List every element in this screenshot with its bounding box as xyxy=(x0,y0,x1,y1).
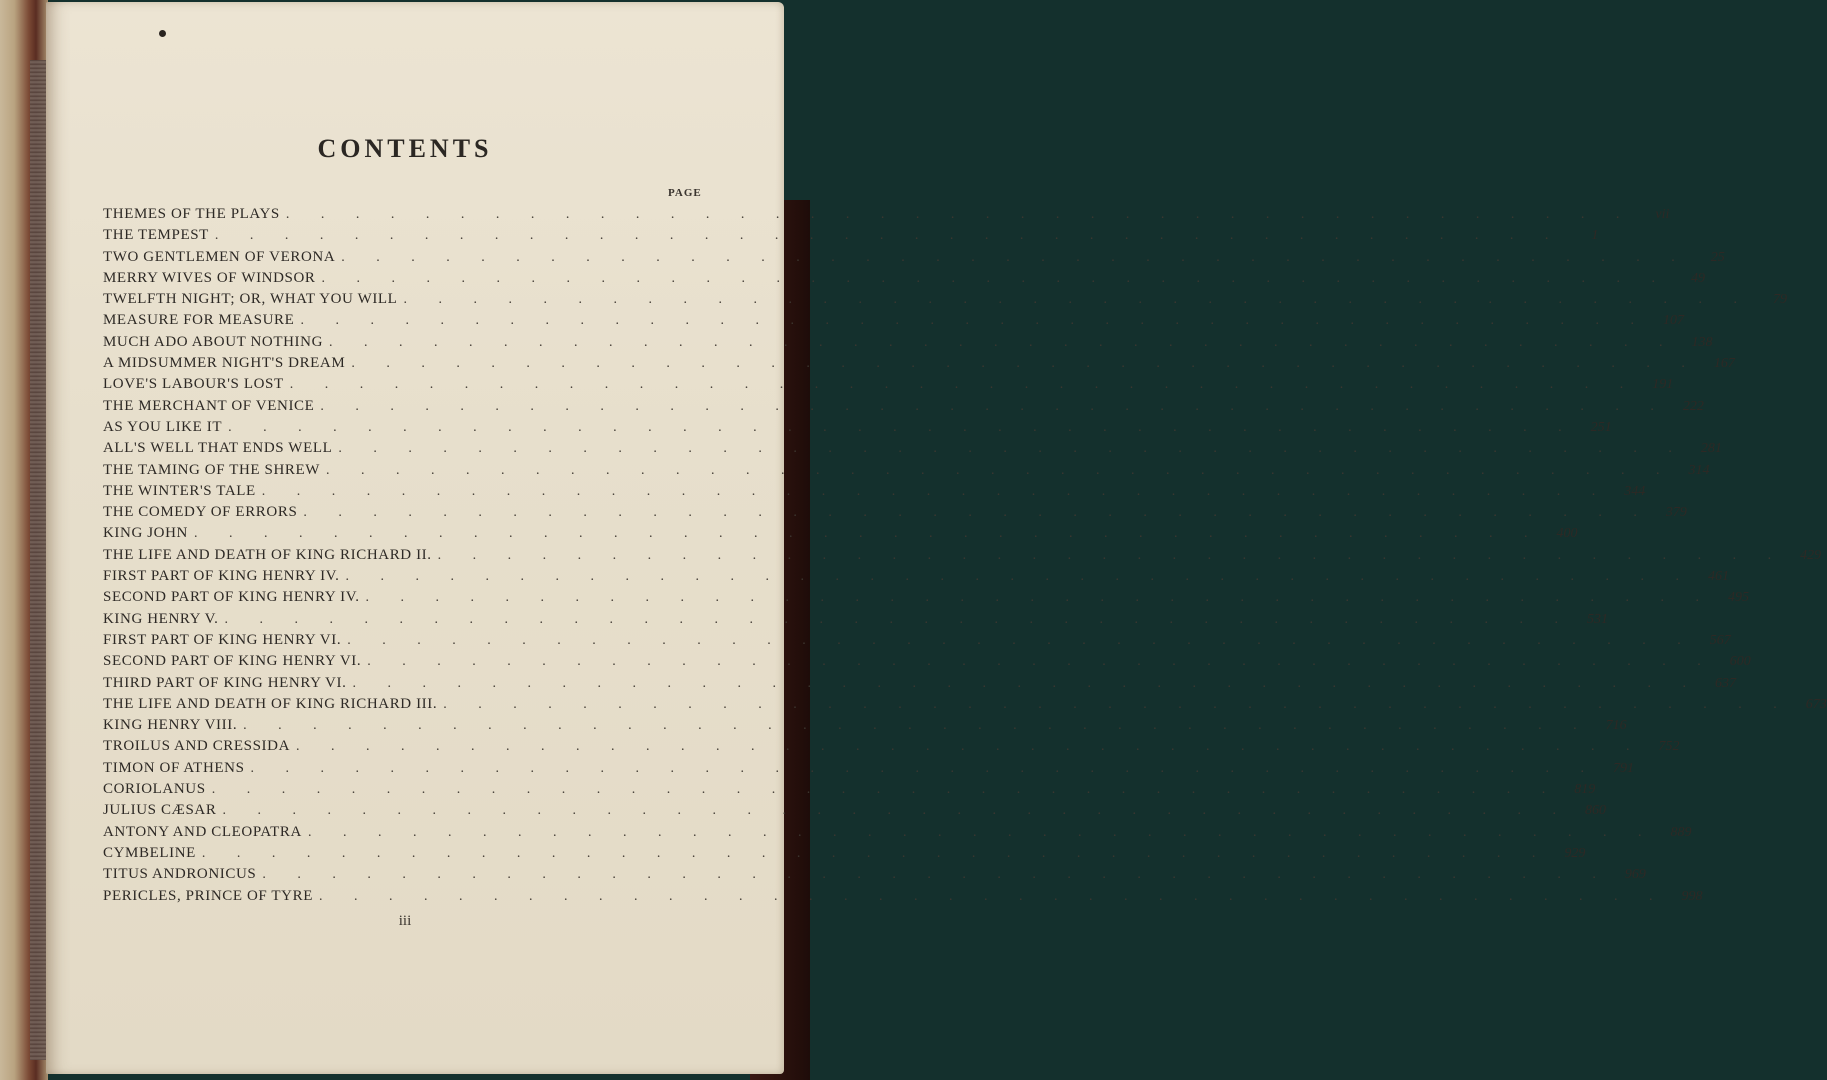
toc-entry-page: 461 xyxy=(1708,569,1730,585)
toc-entry-title: FIRST PART OF KING HENRY VI. xyxy=(103,631,342,648)
toc-entry-page: 752 xyxy=(1658,739,1680,755)
toc-entry-title: A MIDSUMMER NIGHT'S DREAM xyxy=(103,355,346,372)
toc-entry xyxy=(103,418,1612,440)
dot-leader: . . . . . . . . . . . . . . . . . . . . . . . . . . . . . . . . . . . . . . . xyxy=(193,526,1542,542)
toc-entry-page: 281 xyxy=(1700,441,1722,457)
page-title: CONTENTS xyxy=(317,134,493,163)
toc-entry xyxy=(103,504,1687,525)
toc-entry-page: 400 xyxy=(1556,526,1578,542)
toc-entry-page: 1 xyxy=(1591,228,1599,244)
dot-leader: . . . . . . . . . . . . . . . . . . . . . . . . . . . . . . . . . . . . . . . xyxy=(341,249,1689,265)
toc-entry-page: vii xyxy=(1655,207,1670,222)
toc-entry-page: 138 xyxy=(1691,334,1713,350)
toc-entry-page: 25 xyxy=(1710,249,1725,265)
toc-entry-page: 567 xyxy=(1709,632,1731,648)
dot-leader: . . . . . . . . . . . . . . . . . . . . . . . . . . . . . . . . . . . . . . . xyxy=(367,654,1715,670)
toc-entry-title: TWO GENTLEMEN OF VERONA xyxy=(103,248,336,265)
toc-entry-page: 819 xyxy=(1574,782,1596,798)
toc-entry-title: JULIUS CÆSAR xyxy=(103,802,217,819)
toc-entry-title: AS YOU LIKE IT xyxy=(103,418,223,435)
dot-leader: . . . . . . . . . . . . . . . . . . . . . . . . . . . . . . . . . . . . . . . xyxy=(321,270,1670,286)
toc-entry xyxy=(103,589,1750,610)
toc-entry-page: 637 xyxy=(1714,675,1736,691)
dot-leader: . . . . . . . . . . . . . . . . . . . . . . . . . . . . . . . . . . . . . . . xyxy=(289,377,1638,393)
toc-entry-page: 673 xyxy=(1805,696,1827,712)
toc-entry xyxy=(103,269,1706,291)
toc-entry-page: 344 xyxy=(1624,483,1646,499)
dot-leader: . . . . . . . . . . . . . . . . . . . . . . . . . . . . . . . . . . . . . . . xyxy=(345,569,1694,585)
toc-entry xyxy=(103,695,1827,717)
dot-leader: . . . . . . . . . . . . . . . . . . . . . . . . . . . . . . . . . . . . . . . xyxy=(262,867,1610,883)
dot-leader: . . . . . . . . . . . . . . . . . . . . . . . . . . . . . . . . . . . . . . . xyxy=(352,675,1700,691)
toc-entry xyxy=(103,653,1751,674)
toc-entry xyxy=(103,525,1578,546)
toc-entry xyxy=(103,227,1599,248)
toc-entry-title: KING JOHN xyxy=(103,525,188,542)
dot-leader: . . . . . . . . . . . . . . . . . . . . . . . . . . . . . . . . . . . . . . . xyxy=(307,824,1656,840)
toc-entry-title: ANTONY AND CLEOPATRA xyxy=(103,823,302,840)
toc-entry-page: 314 xyxy=(1688,462,1710,478)
toc-entry-page: 191 xyxy=(1652,377,1674,393)
dot-leader: . . . . . . . . . . . . . . . . . . . . . . . . . . . . . . . . . . . . . . . xyxy=(320,398,1668,414)
dot-leader: . . . . . . . . . . . . . . . . . . . . . . . . . . . . . . . . . . . . . . . xyxy=(224,611,1572,627)
dot-leader: . . . . . . . . . . . . . . . . . . . . . . . . . . . . . . . . . . . . . . . xyxy=(443,696,1791,712)
toc-entry-title: KING HENRY V. xyxy=(103,610,219,627)
toc-entry-title: TIMON OF ATHENS xyxy=(103,759,245,776)
toc-entry-title: CYMBELINE xyxy=(103,844,196,861)
toc-entry xyxy=(103,376,1674,397)
page-column-label: PAGE xyxy=(668,187,702,199)
toc-entry-page: 929 xyxy=(1564,845,1586,861)
toc-entry-title: THE MERCHANT OF VENICE xyxy=(103,397,315,414)
toc-entry-page: 791 xyxy=(1613,760,1635,776)
toc-entry-title: THE LIFE AND DEATH OF KING RICHARD II. xyxy=(103,546,432,563)
toc-entry-title: MERRY WIVES OF WINDSOR xyxy=(103,269,316,286)
toc-entry xyxy=(103,717,1627,738)
toc-entry-title: KING HENRY VIII. xyxy=(103,717,238,734)
toc-entry-title: MUCH ADO ABOUT NOTHING xyxy=(103,333,324,350)
dot-leader: . . . . . . . . . . . . . . . . . . . . . . . . . . . . . . . . . . . . . . . xyxy=(285,207,1634,222)
toc-entry-page: 998 xyxy=(1681,888,1703,904)
toc-entry xyxy=(103,674,1736,696)
toc-entry xyxy=(103,312,1684,333)
toc-entry-page: 889 xyxy=(1670,824,1692,840)
toc-entry-title: THE WINTER'S TALE xyxy=(103,482,256,499)
toc-entry-title: THE TEMPEST xyxy=(103,227,209,244)
dot-leader: . . . . . . . . . . . . . . . . . . . . . . . . . . . . . . . . . . . . . . . xyxy=(211,782,1560,798)
toc-entry-page: 222 xyxy=(1682,398,1704,414)
toc-entry xyxy=(103,781,1596,802)
toc-entry xyxy=(103,631,1731,653)
dot-leader: . . . . . . . . . . . . . . . . . . . . . . . . . . . . . . . . . . . . . . . xyxy=(403,292,1751,308)
toc-entry xyxy=(103,759,1635,781)
toc-entry-page: 167 xyxy=(1713,356,1735,372)
toc-entry-title: MEASURE FOR MEASURE xyxy=(103,312,295,329)
dot-leader: . . . . . . . . . . . . . . . . . . . . . . . . . . . . . . . . . . . . . . . xyxy=(250,760,1599,776)
toc-entry xyxy=(103,461,1710,483)
toc-entry-title: THE COMEDY OF ERRORS xyxy=(103,504,298,521)
dot-leader: . . . . . . . . . . . . . . . . . . . . . . . . . . . . . . . . . . . . . . . xyxy=(303,505,1651,521)
toc-entry-page: 531 xyxy=(1586,611,1608,627)
toc-entry-title: THE TAMING OF THE SHREW xyxy=(103,461,321,478)
toc-entry-page: 600 xyxy=(1729,654,1751,670)
toc-entry-title: CORIOLANUS xyxy=(103,781,206,798)
toc-entry-page: 429 xyxy=(1800,547,1822,563)
toc-entry xyxy=(103,355,1735,376)
toc-entry-title: THEMES OF THE PLAYS xyxy=(103,206,280,222)
dot-leader: . . . . . . . . . . . . . . . . . . . . . . . . . . . . . . . . . . . . . . . xyxy=(214,228,1563,244)
dot-leader: . . . . . . . . . . . . . . . . . . . . . . . . . . . . . . . . . . . . . . . xyxy=(347,632,1695,648)
toc-entry xyxy=(103,887,1703,909)
toc-entry-title: SECOND PART OF KING HENRY VI. xyxy=(103,653,362,670)
dot-leader: . . . . . . . . . . . . . . . . . . . . . . . . . . . . . . . . . . . . . . . xyxy=(222,803,1570,819)
page-number: iii xyxy=(398,913,412,929)
toc-entry-page: 107 xyxy=(1662,313,1684,329)
toc-entry xyxy=(103,333,1713,355)
toc-entry xyxy=(103,610,1608,632)
toc-entry xyxy=(103,397,1704,419)
dot-leader: . . . . . . . . . . . . . . . . . . . . . . . . . . . . . . . . . . . . . . . xyxy=(329,334,1677,350)
dot-leader: . . . . . . . . . . . . . . . . . . . . . . . . . . . . . . . . . . . . . . . xyxy=(319,888,1667,904)
dot-leader: . . . . . . . . . . . . . . . . . . . . . . . . . . . . . . . . . . . . . . . xyxy=(243,718,1591,734)
toc-entry-title: TITUS ANDRONICUS xyxy=(103,866,257,883)
dot-leader: . . . . . . . . . . . . . . . . . . . . . . . . . . . . . . . . . . . . . . . xyxy=(261,483,1610,499)
toc-entry xyxy=(103,802,1606,823)
toc-entry xyxy=(103,248,1725,270)
toc-entry xyxy=(103,823,1692,845)
dot-leader: . . . . . . . . . . . . . . . . . . . . . . . . . . . . . . . . . . . . . . . xyxy=(296,739,1644,755)
dot-leader: . . . . . . . . . . . . . . . . . . . . . . . . . . . . . . . . . . . . . . . xyxy=(338,441,1686,457)
toc-entry xyxy=(103,440,1722,461)
toc-entry xyxy=(103,546,1822,568)
toc-entry xyxy=(103,206,1670,227)
ink-speck xyxy=(159,30,166,37)
toc-entry-page: 79 xyxy=(1772,292,1787,308)
toc-entry xyxy=(103,866,1646,887)
toc-entry-title: SECOND PART OF KING HENRY IV. xyxy=(103,589,360,606)
dot-leader: . . . . . . . . . . . . . . . . . . . . . . . . . . . . . . . . . . . . . . . xyxy=(326,462,1674,478)
dot-leader: . . . . . . . . . . . . . . . . . . . . . . . . . . . . . . . . . . . . . . . xyxy=(365,590,1714,606)
toc-entry xyxy=(103,844,1586,866)
toc-entry xyxy=(103,568,1730,589)
toc-entry xyxy=(103,738,1680,759)
toc-entry xyxy=(103,291,1787,312)
toc-entry-title: THE LIFE AND DEATH OF KING RICHARD III. xyxy=(103,695,438,712)
toc-entry-title: TWELFTH NIGHT; OR, WHAT YOU WILL xyxy=(103,291,398,308)
toc-entry-page: 860 xyxy=(1584,803,1606,819)
toc-entry-page: 495 xyxy=(1728,590,1750,606)
dot-leader: . . . . . . . . . . . . . . . . . . . . . . . . . . . . . . . . . . . . . . . xyxy=(300,313,1648,329)
dot-leader: . . . . . . . . . . . . . . . . . . . . . . . . . . . . . . . . . . . . . . . xyxy=(437,547,1786,563)
dot-leader: . . . . . . . . . . . . . . . . . . . . . . . . . . . . . . . . . . . . . . . xyxy=(228,419,1576,435)
toc-entry-title: LOVE'S LABOUR'S LOST xyxy=(103,376,284,393)
toc-entry-title: THIRD PART OF KING HENRY VI. xyxy=(103,674,347,691)
toc-entry-page: 49 xyxy=(1691,270,1706,286)
toc-entry-title: TROILUS AND CRESSIDA xyxy=(103,738,291,755)
dot-leader: . . . . . . . . . . . . . . . . . . . . . . . . . . . . . . . . . . . . . . . xyxy=(201,845,1550,861)
toc-entry-page: 969 xyxy=(1624,867,1646,883)
toc-entry xyxy=(103,482,1646,504)
toc-entry-page: 716 xyxy=(1605,718,1627,734)
contents-list xyxy=(103,206,1827,909)
toc-entry-page: 379 xyxy=(1665,505,1687,521)
dot-leader: . . . . . . . . . . . . . . . . . . . . . . . . . . . . . . . . . . . . . . . xyxy=(351,356,1699,372)
toc-entry-page: 251 xyxy=(1590,419,1612,435)
toc-entry-title: FIRST PART OF KING HENRY IV. xyxy=(103,568,340,585)
toc-entry-title: ALL'S WELL THAT ENDS WELL xyxy=(103,440,333,457)
toc-entry-title: PERICLES, PRINCE OF TYRE xyxy=(103,887,313,904)
